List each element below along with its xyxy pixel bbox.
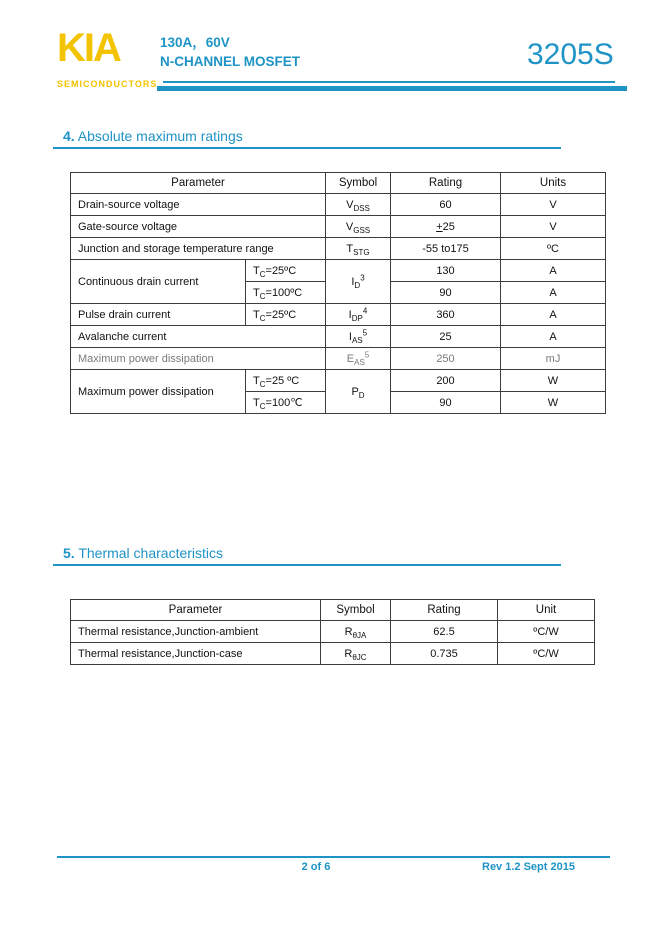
symbol-cell: $I_D^3$ [326, 260, 391, 304]
section-4-label: Absolute maximum ratings [74, 128, 243, 144]
product-ratings-line: 130A，60V [160, 35, 230, 50]
section-5-title [53, 545, 561, 566]
header-rule-thick [157, 86, 627, 91]
rating-cell: 250 [391, 348, 501, 370]
param-cell: Avalanche current [71, 326, 326, 348]
symbol-cell: $I_{DP}^4$ [326, 304, 391, 326]
brand-tagline: SEMICONDUCTORS [57, 79, 158, 89]
rating-cell: 0.735 [391, 643, 498, 665]
symbol-cell: $I_{AS}^5$ [326, 326, 391, 348]
unit-cell: ºC/W [498, 643, 595, 665]
param-cell: Thermal resistance,Junction-ambient [71, 621, 321, 643]
col-header-unit: Unit [498, 600, 595, 621]
condition-cell: $T_C=25$ ºC [246, 370, 326, 392]
unit-cell: V [501, 194, 606, 216]
footer-revision: Rev 1.2 Sept 2015 [482, 861, 575, 873]
condition-cell: $T_C=100℃$ [246, 392, 326, 414]
col-header-symbol: Symbol [326, 173, 391, 194]
symbol-cell: $R_{\theta JA}$ [321, 621, 391, 643]
product-description [160, 33, 300, 71]
condition-cell: $T_C=25ºC$ [246, 260, 326, 282]
rating-cell: 360 [391, 304, 501, 326]
symbol-cell: $P_D$ [326, 370, 391, 414]
footer-page-number: 2 of 6 [301, 861, 331, 873]
table-row-pd-25c [71, 370, 606, 392]
unit-cell: A [501, 260, 606, 282]
unit-cell: A [501, 282, 606, 304]
table-row-tstg [71, 238, 606, 260]
param-cell: Maximum power dissipation [71, 348, 326, 370]
rating-cell: 62.5 [391, 621, 498, 643]
param-cell: Thermal resistance,Junction-case [71, 643, 321, 665]
unit-cell: W [501, 370, 606, 392]
rating-cell: 200 [391, 370, 501, 392]
unit-cell: ºC/W [498, 621, 595, 643]
condition-cell: $T_C=25ºC$ [246, 304, 326, 326]
section-5-label: Thermal characteristics [74, 545, 224, 561]
thermal-table [70, 599, 595, 665]
param-cell: Maximum power dissipation [71, 370, 246, 414]
thermal-header-row [71, 600, 595, 621]
symbol-cell: $V_{GSS}$ [326, 216, 391, 238]
unit-cell: A [501, 326, 606, 348]
rating-cell: 90 [391, 282, 501, 304]
header-rule-thin [163, 81, 615, 83]
param-cell: Drain-source voltage [71, 194, 326, 216]
unit-cell: mJ [501, 348, 606, 370]
table-row-idp [71, 304, 606, 326]
footer-rule [57, 856, 610, 858]
col-header-units: Units [501, 173, 606, 194]
symbol-cell: $V_{DSS}$ [326, 194, 391, 216]
col-header-symbol: Symbol [321, 600, 391, 621]
unit-cell: V [501, 216, 606, 238]
part-number: 3205S [527, 38, 614, 71]
symbol-cell: $T_{STG}$ [326, 238, 391, 260]
table-row-ias [71, 326, 606, 348]
col-header-parameter: Parameter [71, 600, 321, 621]
symbol-cell: $E_{AS}^5$ [326, 348, 391, 370]
param-cell: Gate-source voltage [71, 216, 326, 238]
unit-cell: A [501, 304, 606, 326]
unit-cell: W [501, 392, 606, 414]
abs-max-header-row [71, 173, 606, 194]
rating-cell: +25 [391, 216, 501, 238]
col-header-parameter: Parameter [71, 173, 326, 194]
brand-logo: KIA [57, 26, 120, 70]
param-cell: Pulse drain current [71, 304, 246, 326]
symbol-cell: $R_{\theta JC}$ [321, 643, 391, 665]
param-cell: Junction and storage temperature range [71, 238, 326, 260]
abs-max-ratings-table [70, 172, 606, 414]
rating-cell: 130 [391, 260, 501, 282]
table-row-vdss [71, 194, 606, 216]
table-row-vgss [71, 216, 606, 238]
table-row-rthja [71, 621, 595, 643]
table-row-eas [71, 348, 606, 370]
condition-cell: $T_C=100ºC$ [246, 282, 326, 304]
table-row-rthjc [71, 643, 595, 665]
unit-cell: ºC [501, 238, 606, 260]
rating-cell: -55 to175 [391, 238, 501, 260]
section-4-number: 4. [63, 128, 75, 144]
rating-cell: 25 [391, 326, 501, 348]
col-header-rating: Rating [391, 173, 501, 194]
col-header-rating: Rating [391, 600, 498, 621]
table-row-id-25c [71, 260, 606, 282]
rating-cell: 90 [391, 392, 501, 414]
rating-cell: 60 [391, 194, 501, 216]
section-5-number: 5. [63, 545, 75, 561]
section-4-title [53, 128, 561, 149]
product-type-line: N-CHANNEL MOSFET [160, 54, 300, 69]
param-cell: Continuous drain current [71, 260, 246, 304]
